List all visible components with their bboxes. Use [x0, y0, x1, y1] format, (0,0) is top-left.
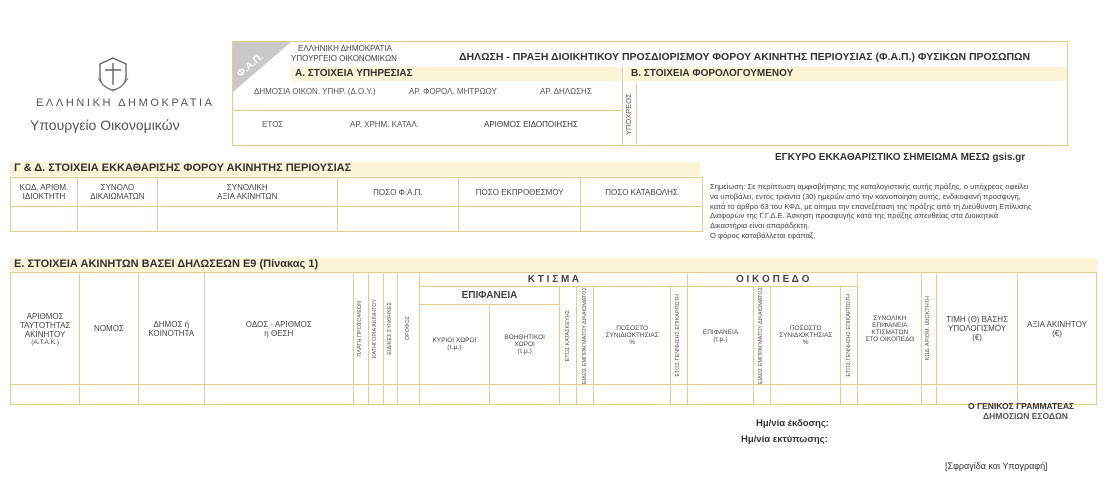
- state-emblem-icon: [96, 56, 130, 92]
- col-usufruct-year: ΕΤΟΣ ΓΕΝΝΗΣΗΣ ΕΠΙΚΑΡΠΩΤΗ: [671, 287, 688, 385]
- properties-table: [10, 272, 1097, 405]
- col-ownership-pct: ΠΟΣΟΣΤΟ ΣΥΝΙΔΙΟΚΤΗΣΙΑΣ %: [594, 287, 671, 385]
- col-right-type: ΕΙΔΟΣ ΕΜΠΡΑΓΜΑΤΟΥ ΔΙΚΑΙΩΜΑΤΟΣ: [577, 287, 594, 385]
- col-overdue-amount: ΠΟΣΟ ΕΚΠΡΟΘΕΣΜΟΥ: [459, 178, 581, 207]
- header-ministry-small: ΥΠΟΥΡΓΕΙΟ ΟΙΚΟΝΟΜΙΚΩΝ: [291, 54, 397, 63]
- col-payment-amount: ΠΟΣΟ ΚΑΤΑΒΟΛΗΣ: [581, 178, 703, 207]
- col-main-space: ΚΥΡΙΟΙ ΧΩΡΟΙ (τ.μ.): [419, 304, 489, 384]
- fap-badge: [233, 42, 291, 92]
- ministry-name: Υπουργείο Οικονομικών: [30, 117, 180, 133]
- form-title: ΔΗΛΩΣΗ - ΠΡΑΞΗ ΔΙΟΙΚΗΤΙΚΟΥ ΠΡΟΣΔΙΟΡΙΣΜΟΥ ΦΟΡΟΥ ΑΚΙΝΗΤΗΣ ΠΕΡΙΟΥΣΙΑΣ (Φ.Α.Π.) ΦΥΣΙΚΩΝ ΠΡΟΣΩΠΩΝ: [459, 51, 1031, 63]
- col-owner-code-e: ΚΩΔ. ΑΡΙΘΜ. ΙΔΙΟΚΤΗΤΗ: [922, 273, 937, 385]
- declaration-no-label: ΑΡ. ΔΗΛΩΣΗΣ: [540, 87, 592, 96]
- col-aux-space: ΒΟΗΘΗΤΙΚΟΙ ΧΩΡΟΙ (τ.μ.): [490, 304, 560, 384]
- col-owner-code: ΚΩΔ. ΑΡΙΘΜ. ΙΔΙΟΚΤΗΤΗ: [11, 178, 78, 207]
- header-state-small: ΕΛΛΗΝΙΚΗ ΔΗΜΟΚΡΑΤΙΑ: [298, 44, 392, 53]
- print-date-label: Ημ/νία εκτύπωσης:: [741, 434, 828, 445]
- secretary-general-title: Ο ΓΕΝΙΚΟΣ ΓΡΑΜΜΑΤΕΑΣ: [968, 401, 1075, 411]
- public-revenue-title: ΔΗΜΟΣΙΩΝ ΕΣΟΔΩΝ: [983, 411, 1068, 421]
- col-atak: ΑΡΙΘΜΟΣ ΤΑΥΤΟΤΗΤΑΣ ΑΚΙΝΗΤΟΥ (Α.Τ.Α.Κ.): [11, 273, 80, 385]
- issue-date-label: Ημ/νία έκδοσης:: [756, 418, 829, 429]
- appeal-notice: Σημείωση: Σε περίπτωση αμφισβήτησης της καταλογιστικής αυτής πράξης, ο υπόχρεος οφείλει να υποβάλει, εντός τριάντα (30) ημερών από την κοινοποίηση αυτής, ενδικοφανή προσφυγή, κατά το άρθρο 63 του ΚΦΔ, με αίτημα την επανεξέταση της πράξης από τη Διεύθυνση Επίλυσης Διαφορών της Γ.Γ.Δ.Ε. Άσκηση προσφυγής κατά της πράξης απευθείας στα Διοικητικά Δικαστήρια είναι απαράδεκτη. Ο φόρος καταβάλλεται εφάπαξ.: [710, 182, 1032, 240]
- epifaneia-header: ΕΠΙΦΑΝΕΙΑ: [419, 287, 560, 305]
- section-e-title: Ε. ΣΤΟΙΧΕΙΑ ΑΚΙΝΗΤΩΝ ΒΑΣΕΙ ΔΗΛΩΣΕΩΝ Ε9 (Πίνακας 1): [10, 258, 1097, 272]
- section-gd-title: Γ & Δ. ΣΤΟΙΧΕΙΑ ΕΚΚΑΘΑΡΙΣΗΣ ΦΟΡΟΥ ΑΚΙΝΗΤΗΣ ΠΕΡΙΟΥΣΙΑΣ: [10, 162, 700, 176]
- ktisma-header: Κ Τ Ι Σ Μ Α: [419, 273, 687, 287]
- state-name: ΕΛΛΗΝΙΚΗ ΔΗΜΟΚΡΑΤΙΑ: [36, 97, 215, 109]
- col-build-year: ΕΤΟΣ ΚΑΤΑΣΚΕΥΗΣ: [560, 287, 577, 385]
- col-special: ΕΙΔΙΚΕΣ ΣΥΝΘΗΚΕΣ: [383, 273, 398, 385]
- col-nomos: ΝΟΜΟΣ: [80, 273, 139, 385]
- doy-label: ΔΗΜΟΣΙΑ ΟΙΚΟΝ. ΥΠΗΡ. (Δ.Ο.Υ.): [254, 87, 376, 96]
- taxpayer-side-label: ΥΠΟΧΡΕΟΣ: [625, 84, 637, 144]
- fap-badge-label: Φ.Α.Π.: [235, 51, 266, 80]
- col-total-rights: ΣΥΝΟΛΟ ΔΙΚΑΙΩΜΑΤΩΝ: [77, 178, 157, 207]
- col-frontage: ΠΛΑΤΗ ΠΡΟΣΟΨΕΩΝ: [353, 273, 368, 385]
- col-plot-ownership-pct: ΠΟΣΟΣΤΟ ΣΥΝΙΔΙΟΚΤΗΣΙΑΣ %: [771, 287, 841, 385]
- col-odos: ΟΔΟΣ - ΑΡΙΘΜΟΣ η ΘΕΣΗ: [204, 273, 353, 385]
- section-divider: [622, 67, 623, 145]
- col-floor: ΟΡΟΦΟΣ: [398, 273, 419, 385]
- settlement-table: [10, 177, 703, 232]
- col-dimos: ΔΗΜΟΣ ή ΚΟΙΝΟΤΗΤΑ: [138, 273, 204, 385]
- col-total-built: ΣΥΝΟΛΙΚΗ ΕΠΙΦΑΝΕΙΑ ΚΤΙΣΜΑΤΩΝ ΣΤΟ ΟΙΚΟΠΕΔΟ: [858, 273, 922, 385]
- valid-note: ΕΓΚΥΡΟ ΕΚΚΑΘΑΡΙΣΤΙΚΟ ΣΗΜΕΙΩΜΑ ΜΕΣΩ gsis.gr: [775, 152, 1026, 163]
- ledger-label: ΑΡ. ΧΡΗΜ. ΚΑΤΑΛ.: [350, 120, 419, 129]
- year-label: ΕΤΟΣ: [262, 120, 284, 129]
- col-plot-usufruct-year: ΕΤΟΣ ΓΕΝΝΗΣΗΣ ΕΠΙΚΑΡΠΩΤΗ: [841, 287, 858, 385]
- col-property-value: ΑΞΙΑ ΑΚΙΝΗΤΟΥ (€): [1018, 273, 1097, 385]
- col-plot-right-type: ΕΙΔΟΣ ΕΜΠΡΑΓΜΑΤΟΥ ΔΙΚΑΙΩΜΑΤΟΣ: [754, 287, 771, 385]
- section-b-title: Β. ΣΤΟΙΧΕΙΑ ΦΟΡΟΛΟΓΟΥΜΕΝΟΥ: [625, 67, 1067, 81]
- col-fap-amount: ΠΟΣΟ Φ.Α.Π.: [337, 178, 459, 207]
- col-total-value: ΣΥΝΟΛΙΚΗ ΑΞΙΑ ΑΚΙΝΗΤΩΝ: [157, 178, 337, 207]
- stamp-signature-label: [Σφραγίδα και Υπογραφή]: [945, 461, 1048, 471]
- col-category: ΚΑΤΗΓΟΡΙΑ ΑΚΙΝΗΤΟΥ: [368, 273, 383, 385]
- registry-label: ΑΡ. ΦΟΡΟΛ. ΜΗΤΡΩΟΥ: [409, 87, 497, 96]
- section-a-row-line: [233, 110, 622, 111]
- col-base-price: ΤΙΜΗ (Θ) ΒΑΣΗΣ ΥΠΟΛΟΓΙΣΜΟΥ (€): [937, 273, 1018, 385]
- section-a-title: Α. ΣΤΟΙΧΕΙΑ ΥΠΗΡΕΣΙΑΣ: [291, 67, 621, 81]
- col-plot-area: ΕΠΙΦΑΝΕΙΑ (τ.μ.): [688, 287, 754, 385]
- oikopedo-header: Ο Ι Κ Ο Π Ε Δ Ο: [688, 273, 858, 287]
- notice-no-label: ΑΡΙΘΜΟΣ ΕΙΔΟΠΟΙΗΣΗΣ: [484, 120, 578, 129]
